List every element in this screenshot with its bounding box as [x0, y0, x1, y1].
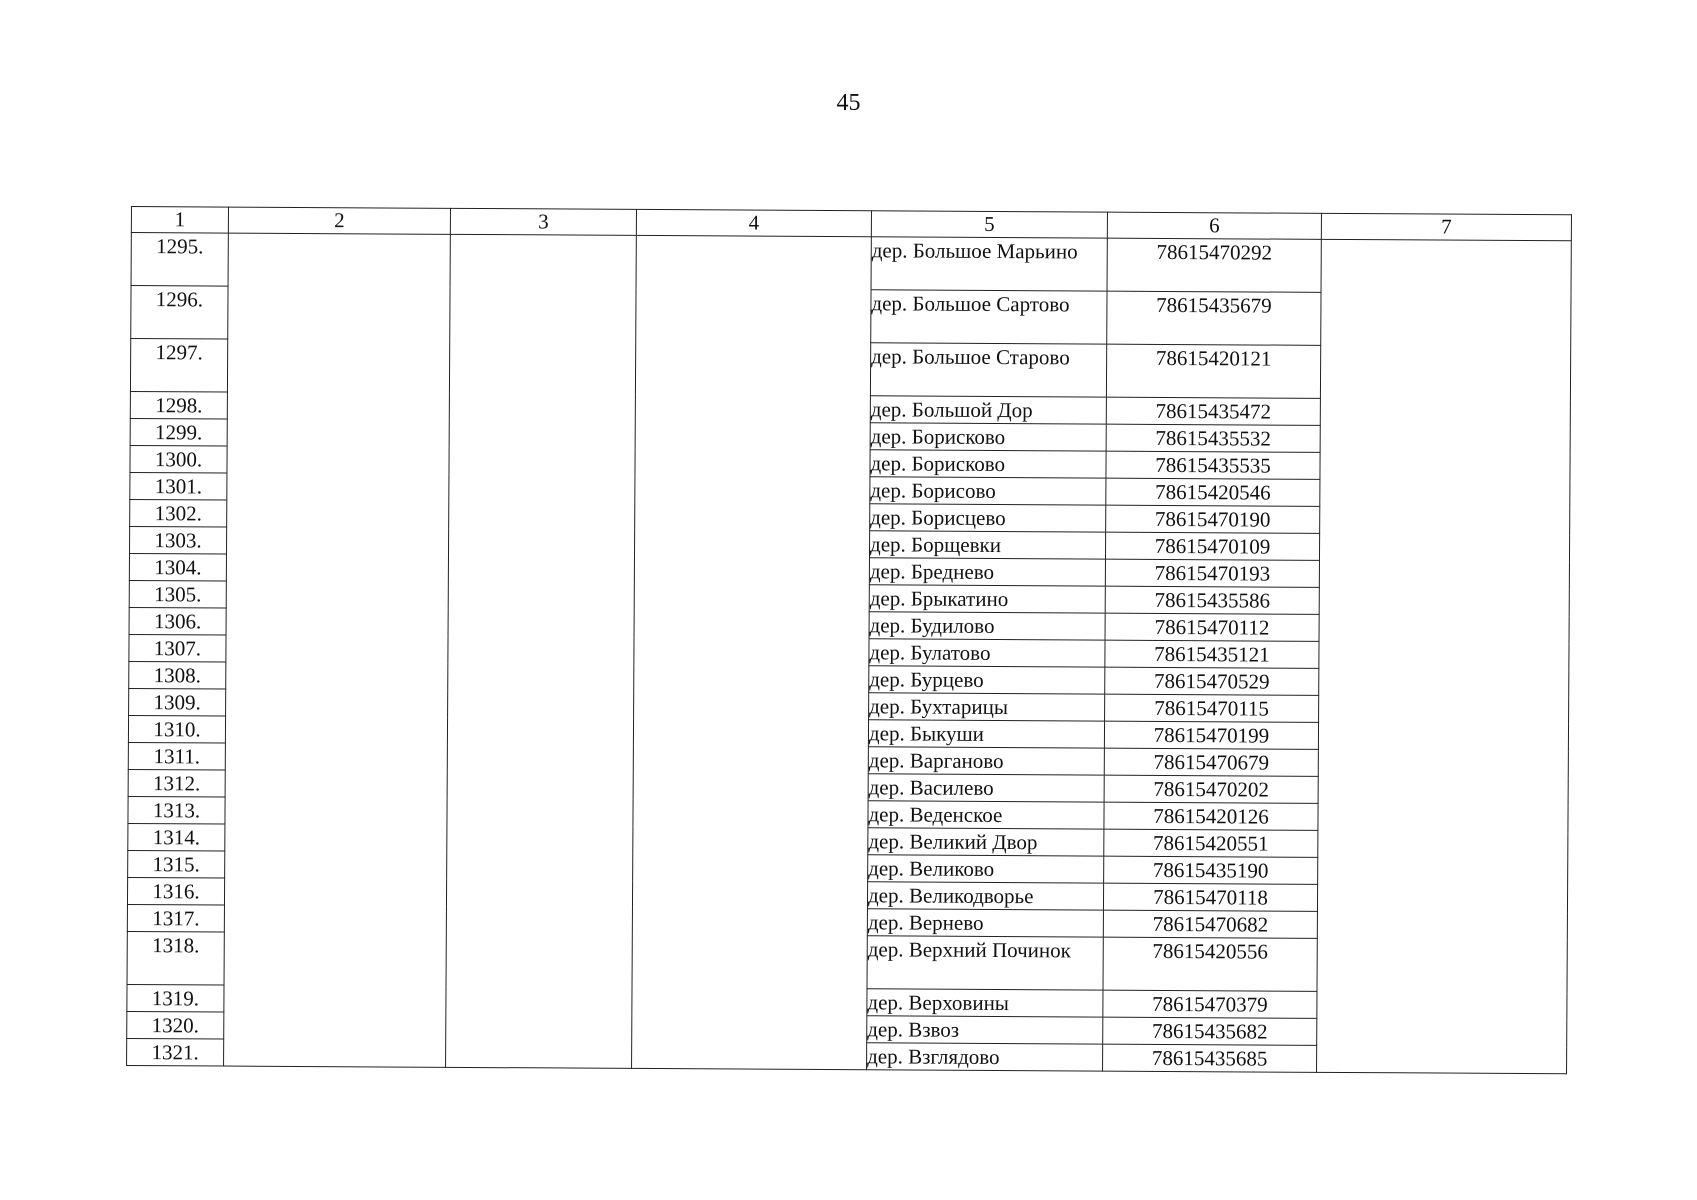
row-number-cell: 1318. [127, 931, 224, 985]
settlement-name-cell: дер. Борисково [870, 423, 1106, 451]
oktmo-code-cell: 78615435679 [1107, 291, 1321, 345]
row-number-cell: 1307. [129, 634, 226, 662]
column-header-4: 4 [636, 209, 871, 236]
oktmo-code-cell: 78615435685 [1103, 1044, 1317, 1072]
oktmo-code-cell: 78615470679 [1104, 748, 1318, 776]
oktmo-code-cell: 78615435586 [1105, 586, 1319, 614]
row-number-cell: 1315. [128, 850, 225, 878]
row-number-cell: 1312. [128, 769, 225, 797]
settlement-name-cell: дер. Бреднево [869, 558, 1105, 586]
settlement-name-cell: дер. Брыкатино [869, 585, 1105, 613]
column-3-cell [446, 234, 637, 1068]
oktmo-code-cell: 78615470115 [1105, 694, 1319, 722]
settlement-name-cell: дер. Верховины [867, 989, 1103, 1017]
column-2-cell [224, 233, 451, 1067]
oktmo-code-cell: 78615470379 [1103, 990, 1317, 1018]
row-number-cell: 1302. [130, 499, 227, 527]
oktmo-code-cell: 78615435472 [1106, 397, 1320, 425]
settlement-name-cell: дер. Большое Сартово [871, 290, 1107, 344]
table-row [131, 233, 1571, 294]
column-header-6: 6 [1107, 212, 1321, 239]
oktmo-code-cell: 78615470199 [1104, 721, 1318, 749]
row-number-cell: 1317. [127, 904, 224, 932]
row-number-cell: 1313. [128, 796, 225, 824]
oktmo-code-cell: 78615420126 [1104, 802, 1318, 830]
settlement-name-cell: дер. Будилово [869, 612, 1105, 640]
row-number-cell: 1314. [128, 823, 225, 851]
oktmo-code-cell: 78615470190 [1106, 505, 1320, 533]
settlement-name-cell: дер. Великодворье [867, 882, 1103, 910]
settlement-name-cell: дер. Быкуши [868, 720, 1104, 748]
oktmo-code-cell: 78615470112 [1105, 613, 1319, 641]
settlement-name-cell: дер. Варганово [868, 747, 1104, 775]
row-number-cell: 1304. [129, 553, 226, 581]
settlement-name-cell: дер. Бухтарицы [869, 693, 1105, 721]
oktmo-code-cell: 78615470193 [1105, 559, 1319, 587]
oktmo-code-cell: 78615435535 [1106, 451, 1320, 479]
row-number-cell: 1308. [129, 661, 226, 689]
row-number-cell: 1298. [130, 391, 227, 419]
settlement-name-cell: дер. Веденское [868, 801, 1104, 829]
column-4-cell [632, 235, 872, 1069]
oktmo-code-cell: 78615470292 [1107, 238, 1321, 292]
settlements-table [126, 206, 1572, 1074]
settlement-name-cell: дер. Взвоз [867, 1016, 1103, 1044]
settlement-name-cell: дер. Борисцево [870, 504, 1106, 532]
settlement-name-cell: дер. Борщевки [869, 531, 1105, 559]
column-7-cell [1317, 239, 1572, 1073]
column-header-3: 3 [450, 208, 636, 235]
row-number-cell: 1309. [129, 688, 226, 716]
row-number-cell: 1321. [127, 1038, 224, 1066]
column-header-2: 2 [228, 207, 450, 234]
settlement-name-cell: дер. Борисково [870, 450, 1106, 478]
oktmo-code-cell: 78615420546 [1106, 478, 1320, 506]
oktmo-code-cell: 78615470118 [1103, 883, 1317, 911]
settlement-name-cell: дер. Вернево [867, 909, 1103, 937]
row-number-cell: 1311. [128, 742, 225, 770]
settlement-name-cell: дер. Великово [868, 855, 1104, 883]
oktmo-code-cell: 78615435532 [1106, 424, 1320, 452]
settlement-name-cell: дер. Великий Двор [868, 828, 1104, 856]
oktmo-code-cell: 78615470682 [1103, 910, 1317, 938]
row-number-cell: 1299. [130, 418, 227, 446]
settlement-name-cell: дер. Верхний Починок [867, 936, 1103, 990]
column-header-7: 7 [1321, 213, 1571, 240]
settlement-name-cell: дер. Булатово [869, 639, 1105, 667]
oktmo-code-cell: 78615420121 [1106, 344, 1320, 398]
register-sheet [126, 206, 1571, 1074]
row-number-cell: 1320. [127, 1011, 224, 1039]
settlement-name-cell: дер. Большое Старово [870, 343, 1106, 397]
page-number: 45 [836, 90, 861, 116]
row-number-cell: 1296. [131, 286, 228, 340]
row-number-cell: 1295. [131, 233, 228, 287]
column-header-1: 1 [131, 207, 228, 234]
settlement-name-cell: дер. Большое Марьино [871, 237, 1107, 291]
settlement-name-cell: дер. Большой Дор [870, 396, 1106, 424]
settlement-name-cell: дер. Василево [868, 774, 1104, 802]
oktmo-code-cell: 78615470529 [1105, 667, 1319, 695]
row-number-cell: 1301. [130, 472, 227, 500]
column-header-5: 5 [871, 211, 1107, 238]
row-number-cell: 1306. [129, 607, 226, 635]
oktmo-code-cell: 78615420556 [1103, 937, 1317, 991]
settlement-name-cell: дер. Борисово [870, 477, 1106, 505]
oktmo-code-cell: 78615435190 [1104, 856, 1318, 884]
oktmo-code-cell: 78615420551 [1104, 829, 1318, 857]
row-number-cell: 1297. [130, 339, 227, 393]
row-number-cell: 1319. [127, 984, 224, 1012]
row-number-cell: 1300. [130, 445, 227, 473]
settlement-name-cell: дер. Бурцево [869, 666, 1105, 694]
oktmo-code-cell: 78615435682 [1103, 1017, 1317, 1045]
row-number-cell: 1316. [127, 877, 224, 905]
row-number-cell: 1305. [129, 580, 226, 608]
oktmo-code-cell: 78615435121 [1105, 640, 1319, 668]
row-number-cell: 1303. [129, 526, 226, 554]
oktmo-code-cell: 78615470202 [1104, 775, 1318, 803]
row-number-cell: 1310. [128, 715, 225, 743]
settlement-name-cell: дер. Взглядово [867, 1043, 1103, 1071]
oktmo-code-cell: 78615470109 [1105, 532, 1319, 560]
